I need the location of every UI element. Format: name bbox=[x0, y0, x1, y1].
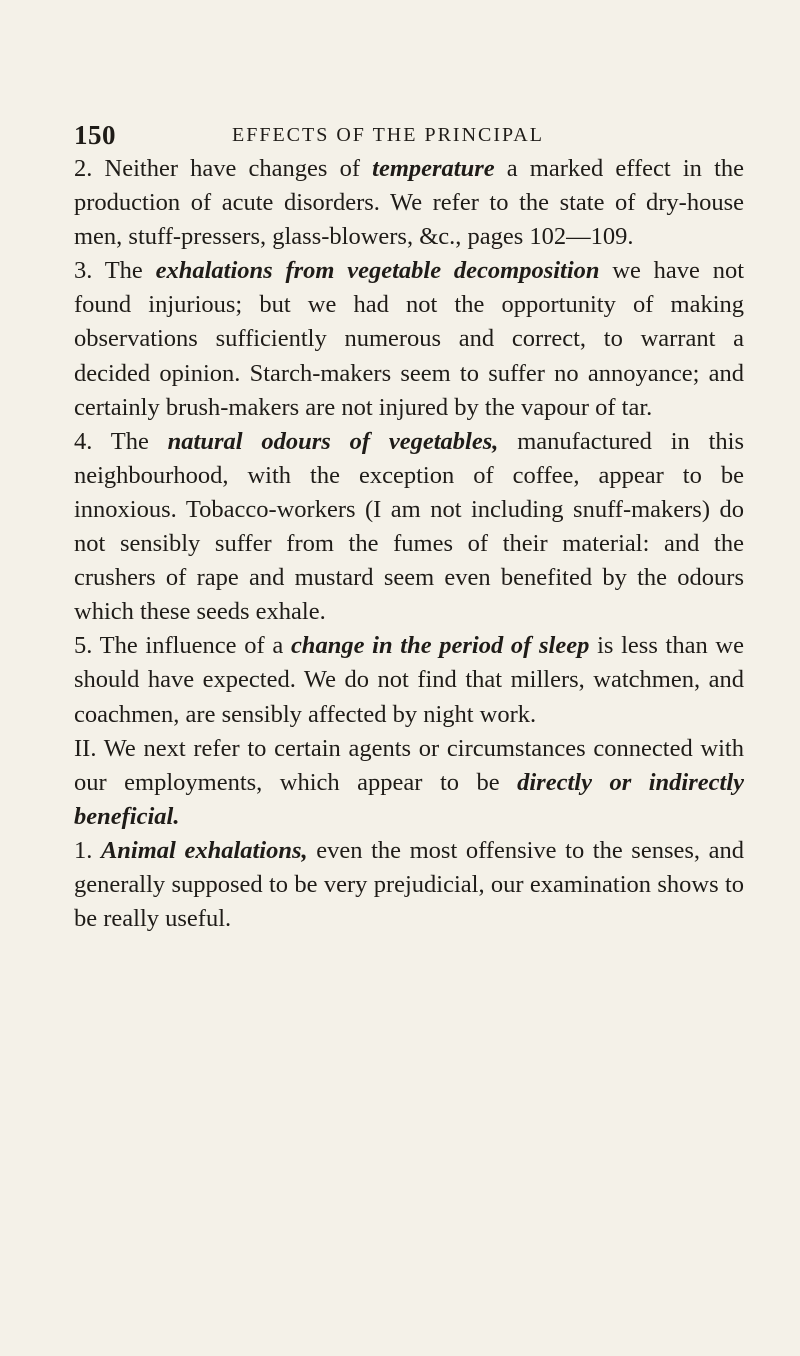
paragraph-number: 2. bbox=[74, 155, 93, 182]
paragraph-number: 4. bbox=[74, 427, 93, 455]
paragraph-text: manufactured in this neighbourhood, with the exception of coffee, appear to be innoxious. Tobacco-workers (I am not including snuff-makers) do not sensibly suffer from the fumes of their material: and the crushers of rape and mustard seem even benefited by the odours which these seeds exhale. bbox=[74, 427, 744, 626]
paragraph-text: The influence of a bbox=[92, 632, 291, 660]
paragraph-number: 3. bbox=[74, 257, 93, 285]
paragraph-4 bbox=[74, 425, 744, 630]
paragraph-5 bbox=[74, 629, 744, 731]
paragraph-emphasis: change in the period of sleep bbox=[290, 632, 590, 660]
paragraph-text bbox=[92, 837, 101, 864]
paragraph-text: we have not found injurious; but we had not the opportunity of making observations sufficiently numerous and correct, to warrant a decided opinion. Starch-makers seem to suffer no annoyance; and certainly brush-makers are not injured by the vapour of tar. bbox=[74, 257, 745, 421]
running-title: EFFECTS OF THE PRINCIPAL bbox=[232, 124, 544, 146]
paragraph-2 bbox=[74, 152, 744, 254]
paragraph-text: The bbox=[92, 257, 156, 285]
paragraph-text: Neither have changes of bbox=[92, 155, 373, 182]
paragraph-text: We next refer to certain agents or circumstances connected with our employments, which appear to be bbox=[74, 734, 744, 796]
section-number: II. bbox=[74, 734, 97, 762]
paragraph-emphasis: temperature bbox=[372, 155, 495, 182]
paragraph-number: 5. bbox=[74, 632, 93, 660]
paragraph-text: a marked effect in the production of acute disorders. We refer to the state of dry-house men, stuff-pressers, glass-blowers, &c., pages 102—109. bbox=[74, 155, 744, 251]
paragraph-number: 1. bbox=[74, 836, 93, 864]
body-text bbox=[74, 152, 744, 936]
paragraph-text: is less than we should have expected. We do not find that millers, watchmen, and coachmen, are sensibly affected by night work. bbox=[74, 632, 744, 728]
paragraph-emphasis: directly or indirectly beneficial. bbox=[74, 768, 744, 830]
paragraph-emphasis: Animal exhalations, bbox=[100, 836, 308, 864]
paragraph-text: The bbox=[92, 427, 168, 455]
paragraph-text: even the most offensive to the senses, and generally supposed to be very prejudicial, our examination shows to be really useful. bbox=[74, 836, 745, 933]
paragraph-emphasis: natural odours of vegetables, bbox=[167, 427, 499, 455]
section-ii bbox=[74, 732, 744, 834]
paragraph-1 bbox=[74, 834, 744, 936]
page-number: 150 bbox=[74, 120, 116, 150]
paragraph-3 bbox=[74, 254, 744, 424]
paragraph-emphasis: exhalations from vegetable decomposition bbox=[155, 257, 600, 285]
